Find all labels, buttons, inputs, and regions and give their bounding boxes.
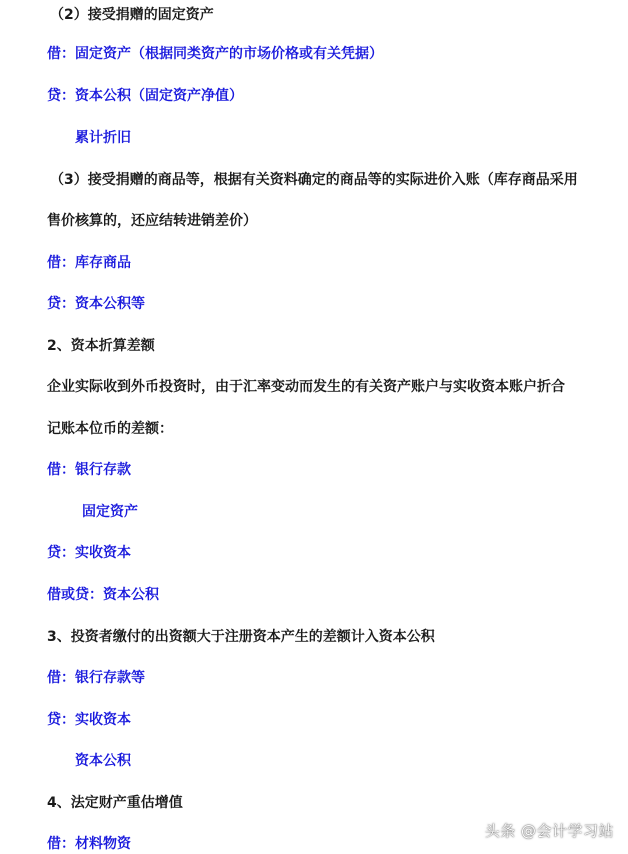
entry-fixed-assets: 固定资产 [82, 504, 138, 520]
entry-debit-fixed-assets: 借：固定资产（根据同类资产的市场价格或有关凭据） [47, 46, 383, 62]
paragraph-foreign-investment-cont: 记账本位币的差额： [47, 421, 173, 437]
entry-credit-capital-reserve-etc: 贷：资本公积等 [47, 296, 145, 312]
heading-revaluation-surplus: 4、法定财产重估增值 [47, 795, 183, 811]
entry-debit-inventory: 借：库存商品 [47, 255, 131, 271]
entry-accumulated-depreciation: 累计折旧 [75, 130, 131, 146]
heading-donated-goods-cont: 售价核算的，还应结转进销差价） [47, 213, 257, 229]
entry-credit-capital-reserve: 贷：资本公积（固定资产净值） [47, 88, 243, 104]
entry-debit-or-credit-capital-reserve: 借或贷：资本公积 [47, 587, 159, 603]
entry-credit-paid-in-capital: 贷：实收资本 [47, 545, 131, 561]
entry-debit-bank-deposit-etc: 借：银行存款等 [47, 670, 145, 686]
entry-credit-paid-in-capital-2: 贷：实收资本 [47, 712, 131, 728]
heading-donated-goods: （3）接受捐赠的商品等，根据有关资料确定的商品等的实际进价入账（库存商品采用 [50, 172, 578, 188]
entry-debit-materials: 借：材料物资 [47, 836, 131, 852]
entry-debit-bank-deposit: 借：银行存款 [47, 462, 131, 478]
entry-capital-reserve: 资本公积 [75, 753, 131, 769]
heading-donated-fixed-assets: （2）接受捐赠的固定资产 [50, 7, 214, 23]
paragraph-foreign-investment: 企业实际收到外币投资时，由于汇率变动而发生的有关资产账户与实收资本账户折合 [47, 379, 565, 395]
heading-capital-premium: 3、投资者缴付的出资额大于注册资本产生的差额计入资本公积 [47, 629, 435, 645]
watermark: 头条 @会计学习站 [484, 822, 614, 840]
heading-capital-conversion-difference: 2、资本折算差额 [47, 338, 155, 354]
